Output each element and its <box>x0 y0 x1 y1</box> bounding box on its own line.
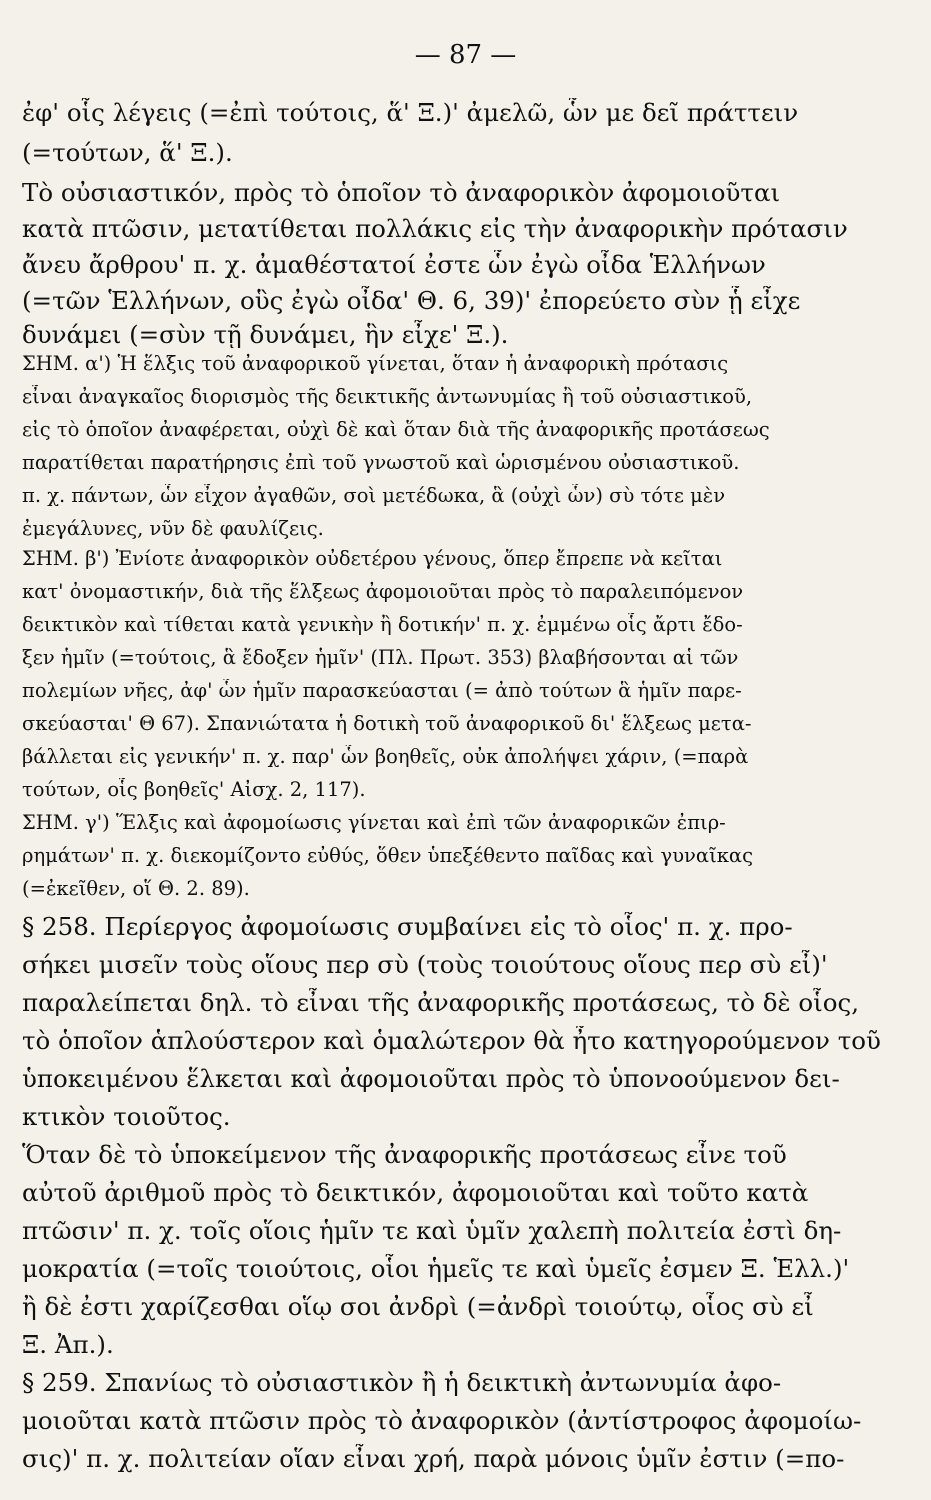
text-line: κατ' ὀνομαστικήν, διὰ τῆς ἕλξεως ἀφομοιοῦται πρὸς τὸ παραλειπόμενον <box>22 580 744 603</box>
text-line: ἄνευ ἄρθρου' π. χ. ἀμαθέστατοί ἐστε ὧν ἐγὼ οἶδα Ἑλλήνων <box>22 250 766 279</box>
text-line: πολεμίων νῆες, ἀφ' ὧν ἡμῖν παρασκεύασται (= ἀπὸ τούτων ἃ ἡμῖν παρε- <box>22 679 742 702</box>
text-line: δυνάμει (=σὺν τῇ δυνάμει, ἣν εἶχε' Ξ.). <box>22 320 509 349</box>
text-line: τούτων, οἷς βοηθεῖς' Αἰσχ. 2, 117). <box>22 778 366 801</box>
text-line: κτικὸν τοιοῦτος. <box>22 1102 231 1131</box>
text-line: εἰς τὸ ὁποῖον ἀναφέρεται, οὐχὶ δὲ καὶ ὅταν διὰ τῆς ἀναφορικῆς προτάσεως <box>22 418 770 441</box>
text-line: μοκρατία (=τοῖς τοιούτοις, οἷοι ἡμεῖς τε καὶ ὑμεῖς ἐσμεν Ξ. Ἑλλ.)' <box>22 1254 850 1283</box>
text-line: § 258. Περίεργος ἀφομοίωσις συμβαίνει εἰς τὸ οἷος' π. χ. προ- <box>22 912 793 941</box>
text-line: Τὸ οὐσιαστικόν, πρὸς τὸ ὁποῖον τὸ ἀναφορικὸν ἀφομοιοῦται <box>22 178 781 207</box>
text-line: ὑποκειμένου ἕλκεται καὶ ἀφομοιοῦται πρὸς τὸ ὑπονοούμενον δει- <box>22 1064 840 1093</box>
text-line: Ὅταν δὲ τὸ ὑποκείμενον τῆς ἀναφορικῆς προτάσεως εἶνε τοῦ <box>22 1140 787 1169</box>
text-line: εἶναι ἀναγκαῖος διορισμὸς τῆς δεικτικῆς ἀντωνυμίας ἢ τοῦ οὐσιαστικοῦ, <box>22 385 753 408</box>
page-number: — 87 — <box>414 40 517 70</box>
text-line: δεικτικὸν καὶ τίθεται κατὰ γενικὴν ἢ δοτικήν' π. χ. ἐμμένω οἷς ἄρτι ἔδο- <box>22 613 743 636</box>
text-line: μοιοῦται κατὰ πτῶσιν πρὸς τὸ ἀναφορικὸν (ἀντίστροφος ἀφομοίω- <box>22 1406 862 1435</box>
text-line: (=τῶν Ἑλλήνων, οὓς ἐγὼ οἶδα' Θ. 6, 39)' ἐπορεύετο σὺν ᾗ εἶχε <box>22 286 801 315</box>
text-line: ξεν ἡμῖν (=τούτοις, ἃ ἔδοξεν ἡμῖν' (Πλ. Πρωτ. 353) βλαβήσονται αἱ τῶν <box>22 646 739 669</box>
text-line: σκεύασται' Θ 67). Σπανιώτατα ἡ δοτικὴ τοῦ ἀναφορικοῦ δι' ἕλξεως μετα- <box>22 712 752 735</box>
text-line: σήκει μισεῖν τοὺς οἵους περ σὺ (τοὺς τοιούτους οἵους περ σὺ εἶ)' <box>22 950 828 979</box>
text-line: αὐτοῦ ἀριθμοῦ πρὸς τὸ δεικτικόν, ἀφομοιοῦται καὶ τοῦτο κατὰ <box>22 1178 809 1207</box>
text-line: παραλείπεται δηλ. τὸ εἶναι τῆς ἀναφορικῆς προτάσεως, τὸ δὲ οἷος, <box>22 988 860 1017</box>
text-line: τὸ ὁποῖον ἁπλούστερον καὶ ὁμαλώτερον θὰ ἦτο κατηγορούμενον τοῦ <box>22 1026 881 1055</box>
text-line: πτῶσιν' π. χ. τοῖς οἵοις ἡμῖν τε καὶ ὑμῖν χαλεπὴ πολιτεία ἐστὶ δη- <box>22 1216 842 1245</box>
text-line: ΣΗΜ. γ') Ἕλξις καὶ ἀφομοίωσις γίνεται καὶ ἐπὶ τῶν ἀναφορικῶν ἐπιρ- <box>22 811 726 834</box>
text-line: ἐμεγάλυνες, νῦν δὲ φαυλίζεις. <box>22 517 324 540</box>
text-line: § 259. Σπανίως τὸ οὐσιαστικὸν ἢ ἡ δεικτικὴ ἀντωνυμία ἀφο- <box>22 1368 782 1397</box>
text-line: π. χ. πάντων, ὧν εἶχον ἀγαθῶν, σοὶ μετέδωκα, ἃ (οὐχὶ ὧν) σὺ τότε μὲν <box>22 484 726 507</box>
text-line: ἐφ' οἷς λέγεις (=ἐπὶ τούτοις, ἅ' Ξ.)' ἀμελῶ, ὧν με δεῖ πράττειν <box>22 98 799 127</box>
text-line: Ξ. Ἀπ.). <box>22 1330 114 1359</box>
text-line: ΣΗΜ. β') Ἐνίοτε ἀναφορικὸν οὐδετέρου γένους, ὅπερ ἔπρεπε νὰ κεῖται <box>22 547 723 570</box>
text-line: βάλλεται εἰς γενικήν' π. χ. παρ' ὧν βοηθεῖς, οὐκ ἀπολήψει χάριν, (=παρὰ <box>22 745 749 768</box>
text-line: ἢ δὲ ἐστι χαρίζεσθαι οἵῳ σοι ἀνδρὶ (=ἀνδρὶ τοιούτῳ, οἷος σὺ εἶ <box>22 1292 814 1321</box>
text-line: ρημάτων' π. χ. διεκομίζοντο εὐθύς, ὅθεν ὑπεξέθεντο παῖδας καὶ γυναῖκας <box>22 844 753 867</box>
text-line: κατὰ πτῶσιν, μετατίθεται πολλάκις εἰς τὴν ἀναφορικὴν πρότασιν <box>22 214 848 243</box>
text-line: (=ἐκεῖθεν, οἵ Θ. 2. 89). <box>22 877 250 900</box>
text-line: ΣΗΜ. α') Ἡ ἕλξις τοῦ ἀναφορικοῦ γίνεται, ὅταν ἡ ἀναφορικὴ πρότασις <box>22 352 729 375</box>
text-line: παρατίθεται παρατήρησις ἐπὶ τοῦ γνωστοῦ καὶ ὡρισμένου οὐσιαστικοῦ. <box>22 451 740 474</box>
text-line: (=τούτων, ἅ' Ξ.). <box>22 138 233 167</box>
text-line: σις)' π. χ. πολιτείαν οἵαν εἶναι χρή, παρὰ μόνοις ὑμῖν ἐστιν (=πο- <box>22 1444 845 1473</box>
